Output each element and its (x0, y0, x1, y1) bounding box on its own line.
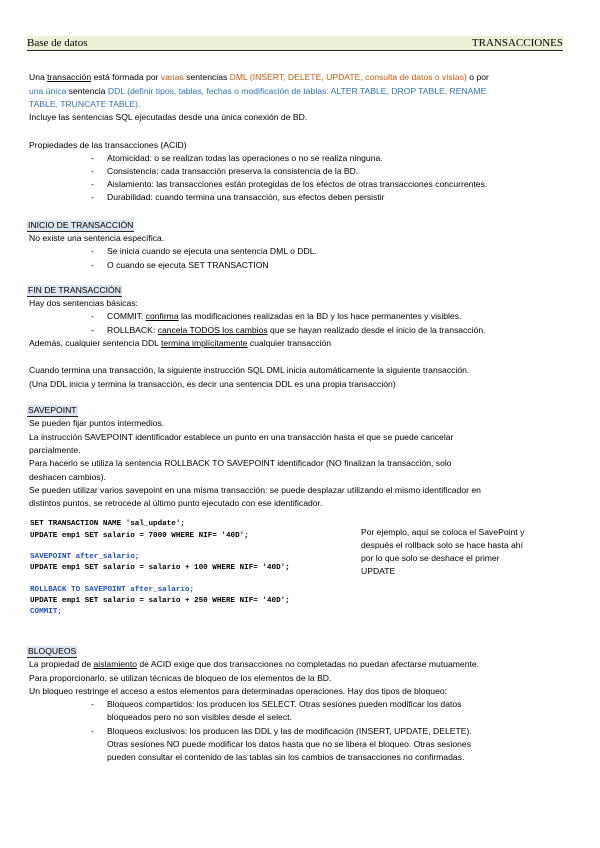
savepoint-note-line: UPDATE (361, 566, 396, 576)
code-line: UPDATE emp1 SET salario = salario + 100 WHERE NIF= '40D'; (30, 564, 290, 572)
section-heading-savepoint: SAVEPOINT (28, 405, 77, 415)
acid-title: Propiedades de las transacciones (ACID) (29, 140, 187, 150)
savepoint-line: Se pueden fijar puntos intermedios. (29, 418, 165, 428)
section-heading-fin: FIN DE TRANSACCIÓN (28, 285, 121, 295)
code-line: ROLLBACK TO SAVEPOINT after_salario; (30, 586, 195, 594)
fin-paragraph-2: (Una DDL inicia y termina la transacción, es decir una sentencia DDL es una propia transacción) (29, 379, 396, 389)
savepoint-line: Para hacerlo se utiliza la sentencia ROLLBACK TO SAVEPOINT identificador (NO finalizan la transacción, solo (29, 458, 452, 468)
fin-rollback-item: - ROLLBACK: cancela TODOS los cambios que se hayan realizado desde el inicio de la transacción. (91, 325, 486, 335)
code-line: UPDATE emp1 SET salario = salario + 250 WHERE NIF= '40D'; (30, 597, 290, 605)
bloqueo-exclusivo-item: - Bloqueos exclusivos: los producen las DDL y las de modificación (INSERT, UPDATE, DELETE). (91, 726, 472, 736)
acid-item: - Aislamiento: las transacciones están protegidas de los efectos de otras transacciones concurrentes. (91, 179, 488, 189)
term-transaccion: transacción (47, 72, 92, 82)
fin-line: Hay dos sentencias básicas: (29, 298, 138, 308)
page-header (27, 36, 563, 51)
acid-item: - Consistencia: cada transacción preserva la consistencia de la BD. (91, 166, 359, 176)
bloqueo-exclusivo-cont: pueden consultar el contenido de las tablas sin los cambios de transacciones no confirmadas. (107, 752, 465, 762)
savepoint-line: La instrucción SAVEPOINT identificador establece un punto en una transacción hasta el que se puede cancelar (29, 432, 454, 442)
intro-line-3: TABLE, TRUNCATE TABLE). (29, 99, 141, 109)
savepoint-note-line: Por ejemplo, aquí se coloca el SavePoint y (361, 527, 525, 537)
inicio-line: No existe una sentencia específica. (29, 233, 165, 243)
acid-item: - Durabilidad: cuando termina una transacción, sus efectos deben persistir (91, 192, 385, 202)
fin-ddl-line: Además, cualquier sentencia DDL termina implícitamente cualquier transacción (29, 338, 332, 348)
savepoint-note-line: por lo que solo se deshace el primer (361, 553, 500, 563)
fin-paragraph-1: Cuando termina una transacción, la siguiente instrucción SQL DML inicia automáticamente la siguiente transacción. (29, 365, 470, 375)
inicio-item: - Se inicia cuando se ejecuta una sentencia DML o DDL. (91, 246, 317, 256)
intro-line-1: Una transacción está formada por varias sentencias DML (INSERT, DELETE, UPDATE, consulta de datos o vistas) o por (29, 72, 489, 82)
acid-item: - Atomicidad: o se realizan todas las operaciones o no se realiza ninguna. (91, 153, 383, 163)
bloqueo-compartido-item: - Bloqueos compartidos: los producen los SELECT. Otras sesiones pueden modificar los datos (91, 699, 462, 709)
code-line: SET TRANSACTION NAME 'sal_update'; (30, 520, 185, 528)
section-heading-bloqueos: BLOQUEOS (28, 646, 77, 656)
bloqueo-exclusivo-cont: Otras sesiones NO puede modificar los datos hasta que no se libera el bloqueo. Otras sesiones (107, 739, 472, 749)
savepoint-note-line: después el rollback solo se hace hasta ahí (361, 540, 523, 550)
inicio-item: - O cuando se ejecuta SET TRANSACTION (91, 260, 269, 270)
savepoint-line: Se pueden utilizar varios savepoint en una misma transacción: se puede desplazar utilizando el mismo identificador en (29, 485, 481, 495)
bloqueo-compartido-cont: bloqueados pero no son visibles desde el select. (107, 712, 292, 722)
savepoint-line: distintos puntos, se retrocede al último punto ejecutado con ese identificador. (29, 498, 323, 508)
bloqueos-line-1: La propiedad de aislamiento de ACID exige que dos transacciones no completadas no puedan afectarse mutuamente. (29, 659, 480, 669)
bloqueos-line-2: Para proporcionarlo, se utilizan técnicas de bloqueo de los elementos de la BD. (29, 673, 332, 683)
intro-line-4: Incluye las sentencias SQL ejecutadas desde una única conexión de BD. (29, 112, 308, 122)
fin-commit-item: - COMMIT: confirma las modificaciones realizadas en la BD y los hace permanentes y visibles. (91, 311, 462, 321)
savepoint-line: deshacen cambios). (29, 472, 106, 482)
code-line: SAVEPOINT after_salario; (30, 553, 140, 561)
intro-line-2: una única sentencia DDL (definir tipos, tablas, fechas o modificación de tablas: ALTER TABLE, DROP TABLE, RENAME (29, 86, 487, 96)
savepoint-line: parcialmente. (29, 445, 81, 455)
section-heading-inicio: INICIO DE TRANSACCIÓN (28, 220, 134, 230)
bloqueos-line-3: Un bloqueo restringe el acceso a estos elementos para determinadas operaciones. Hay dos tipos de bloqueo: (29, 686, 448, 696)
header-subject: Base de datos (27, 37, 88, 49)
code-line: COMMIT; (30, 608, 62, 616)
header-topic: TRANSACCIONES (471, 37, 563, 49)
code-line: UPDATE emp1 SET salario = 7000 WHERE NIF= '40D'; (30, 532, 249, 540)
